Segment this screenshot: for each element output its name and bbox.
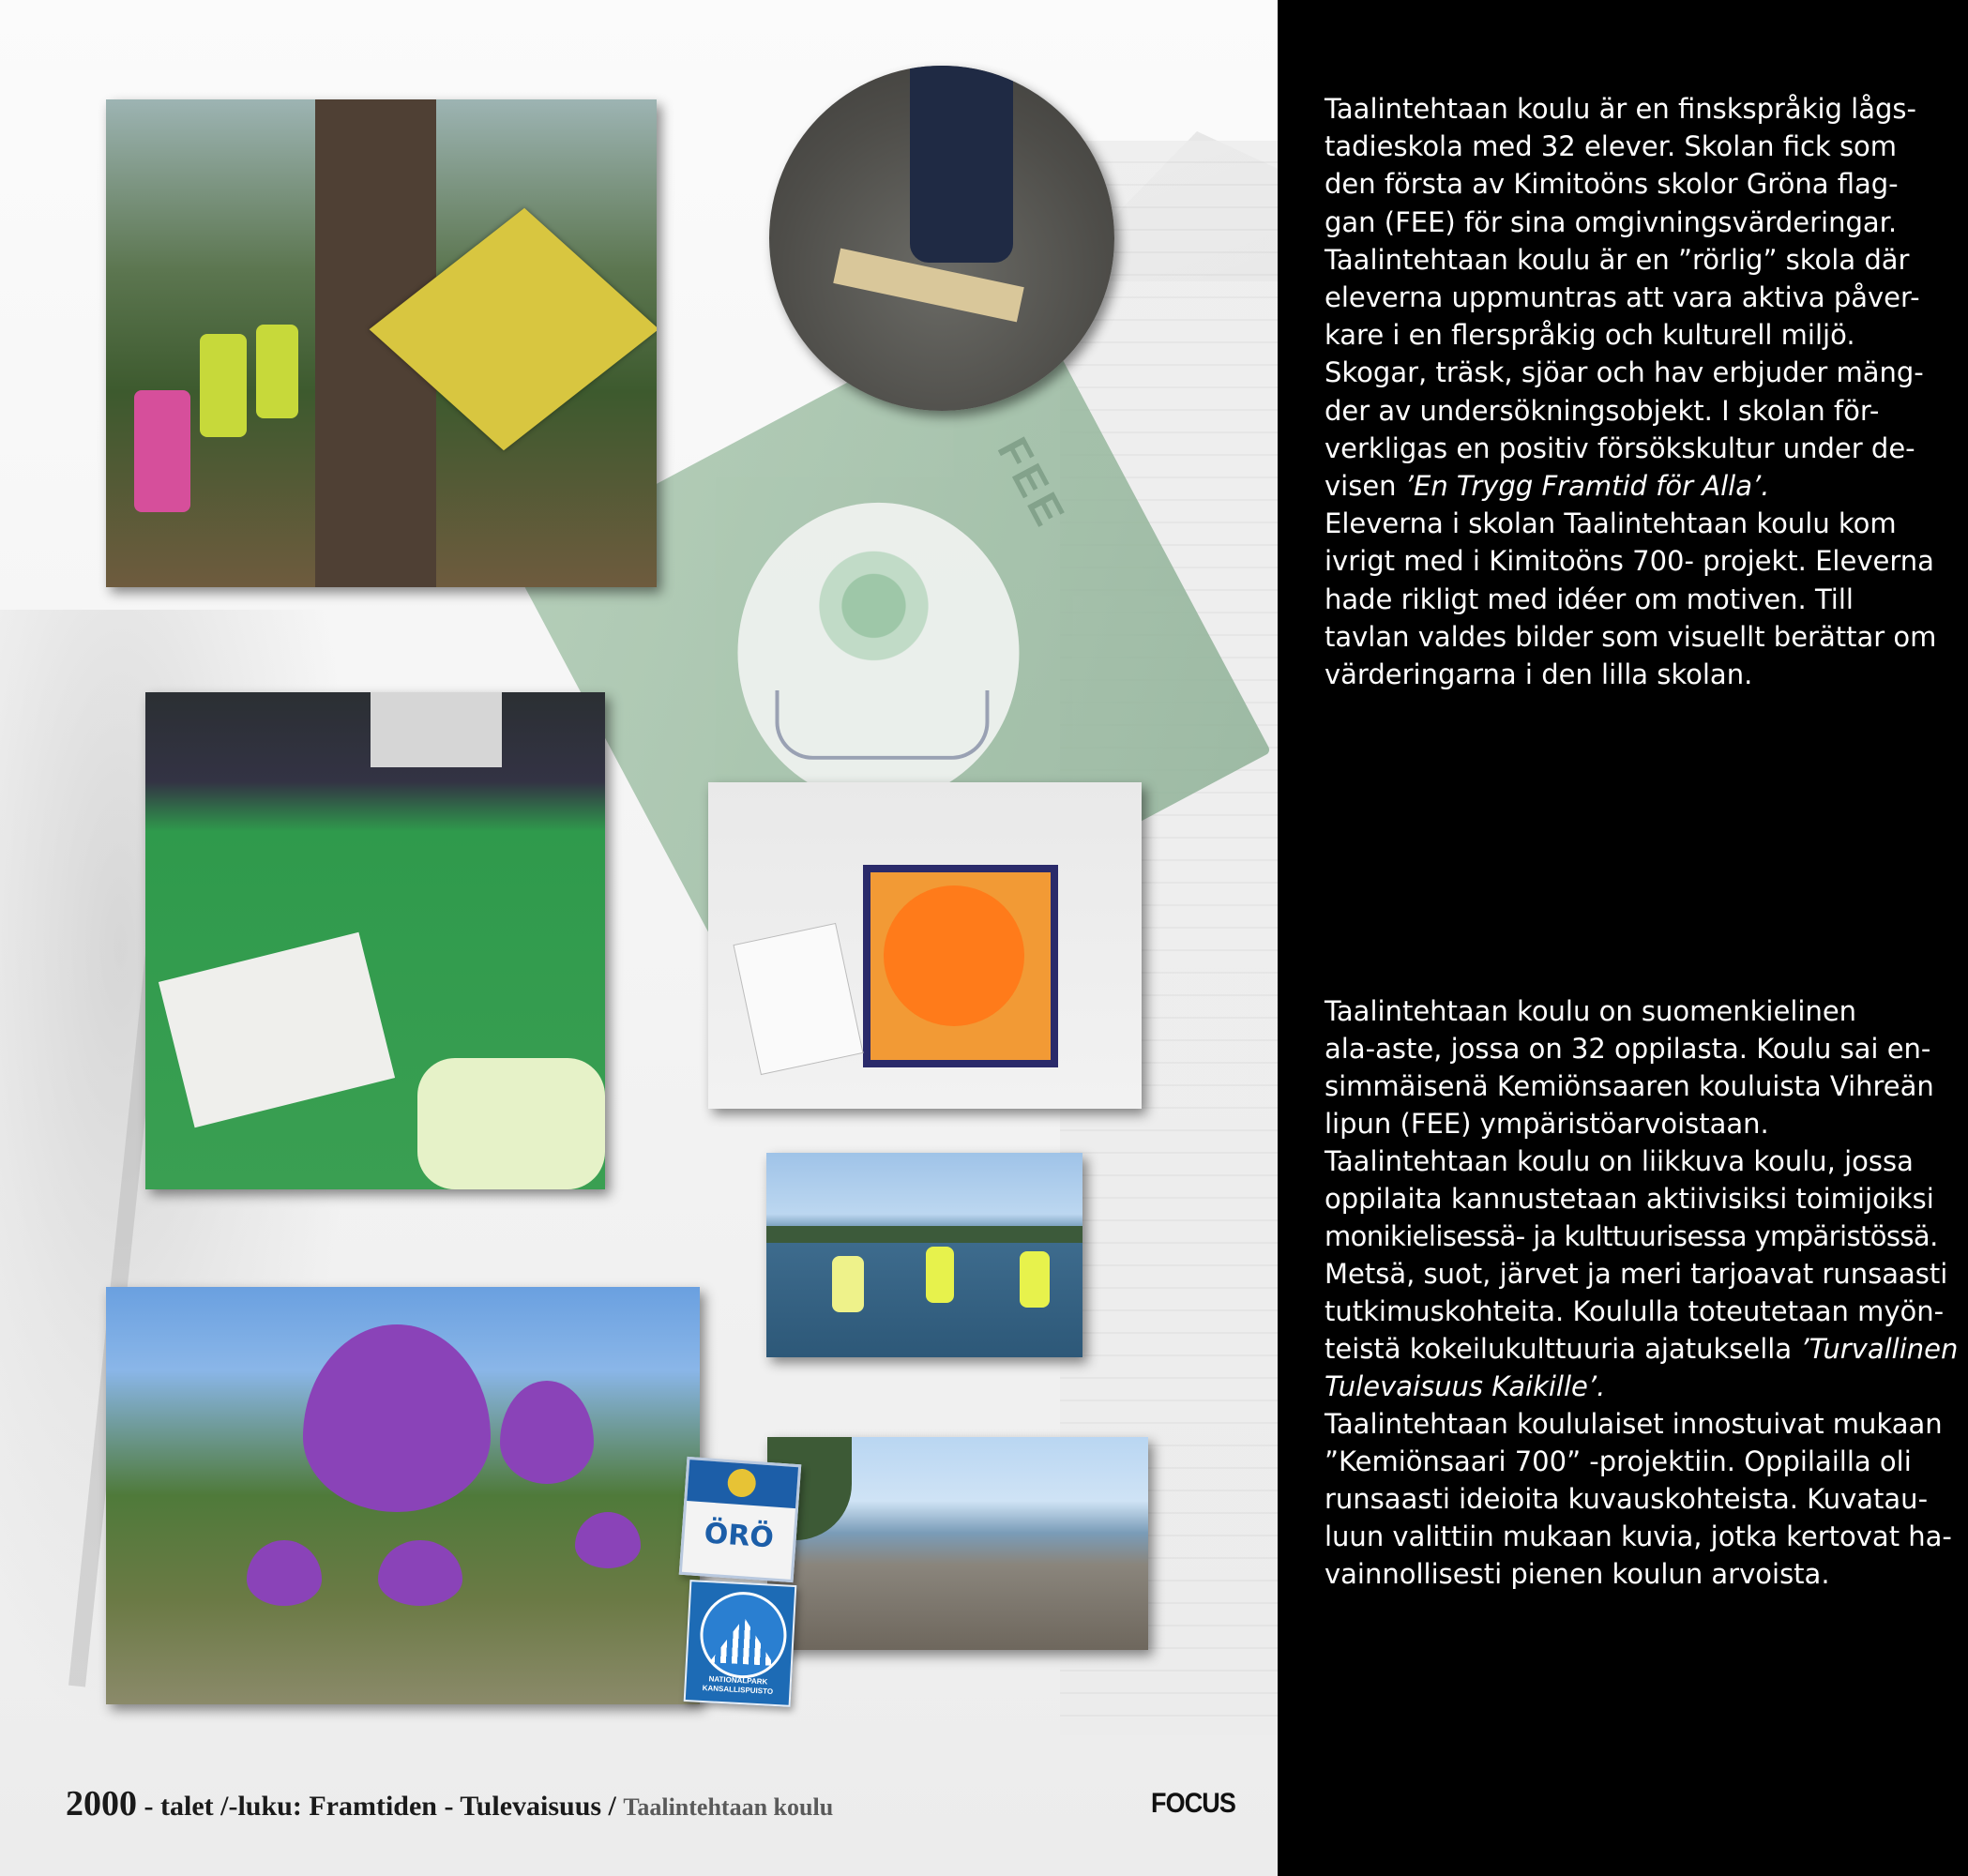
text-line: kare i en flerspråkig och kulturell miljö. (1325, 319, 1855, 352)
laptop (371, 692, 502, 767)
yellow-trail-marker (370, 208, 657, 450)
photo-lego-robotics (145, 692, 605, 1189)
text-line (1325, 467, 1962, 505)
photo-rocky-shore (767, 1437, 1148, 1650)
crest-icon (727, 1468, 757, 1498)
photo-balance-board (769, 66, 1114, 411)
oro-sign-label: ÖRÖ (703, 1517, 775, 1555)
game-board (863, 865, 1058, 1067)
motto-prefix: teistä kokeilukulttuuria ajatuksella (1325, 1333, 1801, 1365)
lego-box (159, 932, 395, 1127)
text-line: den första av Kimitoöns skolor Gröna flag- (1325, 168, 1899, 201)
book-emblem-icon (775, 690, 989, 760)
flower-bloom (500, 1381, 594, 1484)
motto: Tulevaisuus Kaikille’. (1325, 1370, 1606, 1402)
oro-sign (679, 1457, 801, 1582)
flower-bloom (378, 1540, 462, 1606)
text-line: vainnollisesti pienen koulun arvoista. (1325, 1558, 1830, 1590)
text-line: oppilaita kannustetaan aktiivisiksi toimijoiksi (1325, 1183, 1934, 1215)
child-figure (1020, 1251, 1050, 1308)
tree-icon (709, 1615, 778, 1666)
text-line: simmäisenä Kemiönsaaren kouluista Vihreän (1325, 1070, 1934, 1102)
child-sleeve (417, 1058, 605, 1189)
text-line: Taalintehtaan koululaiset innostuivat mukaan (1325, 1408, 1943, 1440)
text-line: Eleverna i skolan Taalintehtaan koulu kom (1325, 507, 1897, 540)
text-line: Taalintehtaan koulu är en finskspråkig lågs- (1325, 93, 1916, 125)
child-figure (256, 325, 298, 418)
text-line: ”Kemiönsaari 700” -projektiin. Oppilailla oli (1325, 1445, 1912, 1477)
oro-sign-header (687, 1460, 798, 1508)
far-shoreline (766, 1226, 1082, 1243)
child-figure (926, 1247, 954, 1303)
tree-emblem-icon (803, 550, 944, 662)
child-figure (200, 334, 247, 437)
flower-bloom (247, 1540, 322, 1606)
photo-forest-trail (106, 99, 657, 587)
text-line (1325, 1330, 1962, 1368)
flower-bloom (303, 1324, 491, 1512)
photo-board-game (708, 782, 1142, 1109)
photo-pasque-flowers (106, 1287, 700, 1704)
child-figure (832, 1256, 864, 1312)
text-line: Taalintehtaan koulu on suomenkielinen (1325, 995, 1857, 1027)
text-line: Metsä, suot, järvet ja meri tarjoavat runsaasti (1325, 1258, 1948, 1290)
child-figure (134, 390, 190, 512)
text-line: Skogar, träsk, sjöar och hav erbjuder mäng- (1325, 356, 1924, 389)
national-park-label: NATIONALPARK KANSALLISPUISTO (702, 1674, 774, 1696)
text-line: lipun (FEE) ympäristöarvoistaan. (1325, 1108, 1769, 1140)
text-line: monikielisessä- ja kulttuurisessa ympäristössä. (1325, 1220, 1938, 1252)
text-line: runsaasti ideioita kuvauskohteista. Kuvatau- (1325, 1483, 1929, 1515)
child-legs (910, 66, 1013, 263)
national-park-emblem (698, 1590, 789, 1681)
text-line: tutkimuskohteita. Koululla toteutetaan myön- (1325, 1295, 1945, 1327)
text-line: Taalintehtaan koulu är en ”rörlig” skola där (1325, 243, 1910, 276)
text-line: luun valittiin mukaan kuvia, jotka kertovat ha- (1325, 1520, 1952, 1552)
focus-logo: FOCUS (1151, 1788, 1235, 1819)
text-line: verkligas en positiv försökskultur under de- (1325, 431, 1915, 464)
game-rules-booklet (733, 923, 863, 1075)
text-line (1325, 1368, 1962, 1405)
swedish-text (1325, 90, 1962, 693)
footer-school: Taalintehtaan koulu (623, 1793, 834, 1821)
green-flag-emblem (737, 503, 1019, 803)
page-footer (0, 1778, 1278, 1829)
text-line: Taalintehtaan koulu on liikkuva koulu, jossa (1325, 1145, 1914, 1177)
motto: ’En Trygg Framtid för Alla’. (1404, 470, 1770, 503)
text-line: hade rikligt med idéer om motiven. Till (1325, 582, 1854, 615)
text-line: tavlan valdes bilder som visuellt berättar om (1325, 620, 1937, 653)
flower-bloom (575, 1512, 641, 1568)
footer-year: 2000 (66, 1784, 137, 1823)
game-board-circle (884, 885, 1024, 1026)
national-park-sign (684, 1580, 797, 1707)
text-line: eleverna uppmuntras att vara aktiva påver- (1325, 281, 1920, 314)
photo-shore-nets (766, 1153, 1082, 1357)
motto: ’Turvallinen (1800, 1333, 1959, 1365)
motto-prefix: visen (1325, 470, 1405, 503)
footer-caption (66, 1778, 833, 1833)
text-line: ala-aste, jossa on 32 oppilasta. Koulu sai en- (1325, 1033, 1931, 1065)
text-column (1278, 0, 1968, 1876)
text-line: ivrigt med i Kimitoöns 700- projekt. Eleverna (1325, 545, 1934, 578)
flag-label: FEE (988, 429, 1076, 537)
finnish-text (1325, 992, 1962, 1593)
text-line: tadieskola med 32 elever. Skolan fick som (1325, 130, 1898, 163)
text-line: gan (FEE) för sina omgivningsvärderingar. (1325, 205, 1898, 238)
text-line: der av undersökningsobjekt. I skolan för- (1325, 394, 1880, 427)
footer-era: - talet /-luku: Framtiden - Tulevaisuus / (137, 1791, 624, 1822)
text-line: värderingarna i den lilla skolan. (1325, 658, 1753, 691)
